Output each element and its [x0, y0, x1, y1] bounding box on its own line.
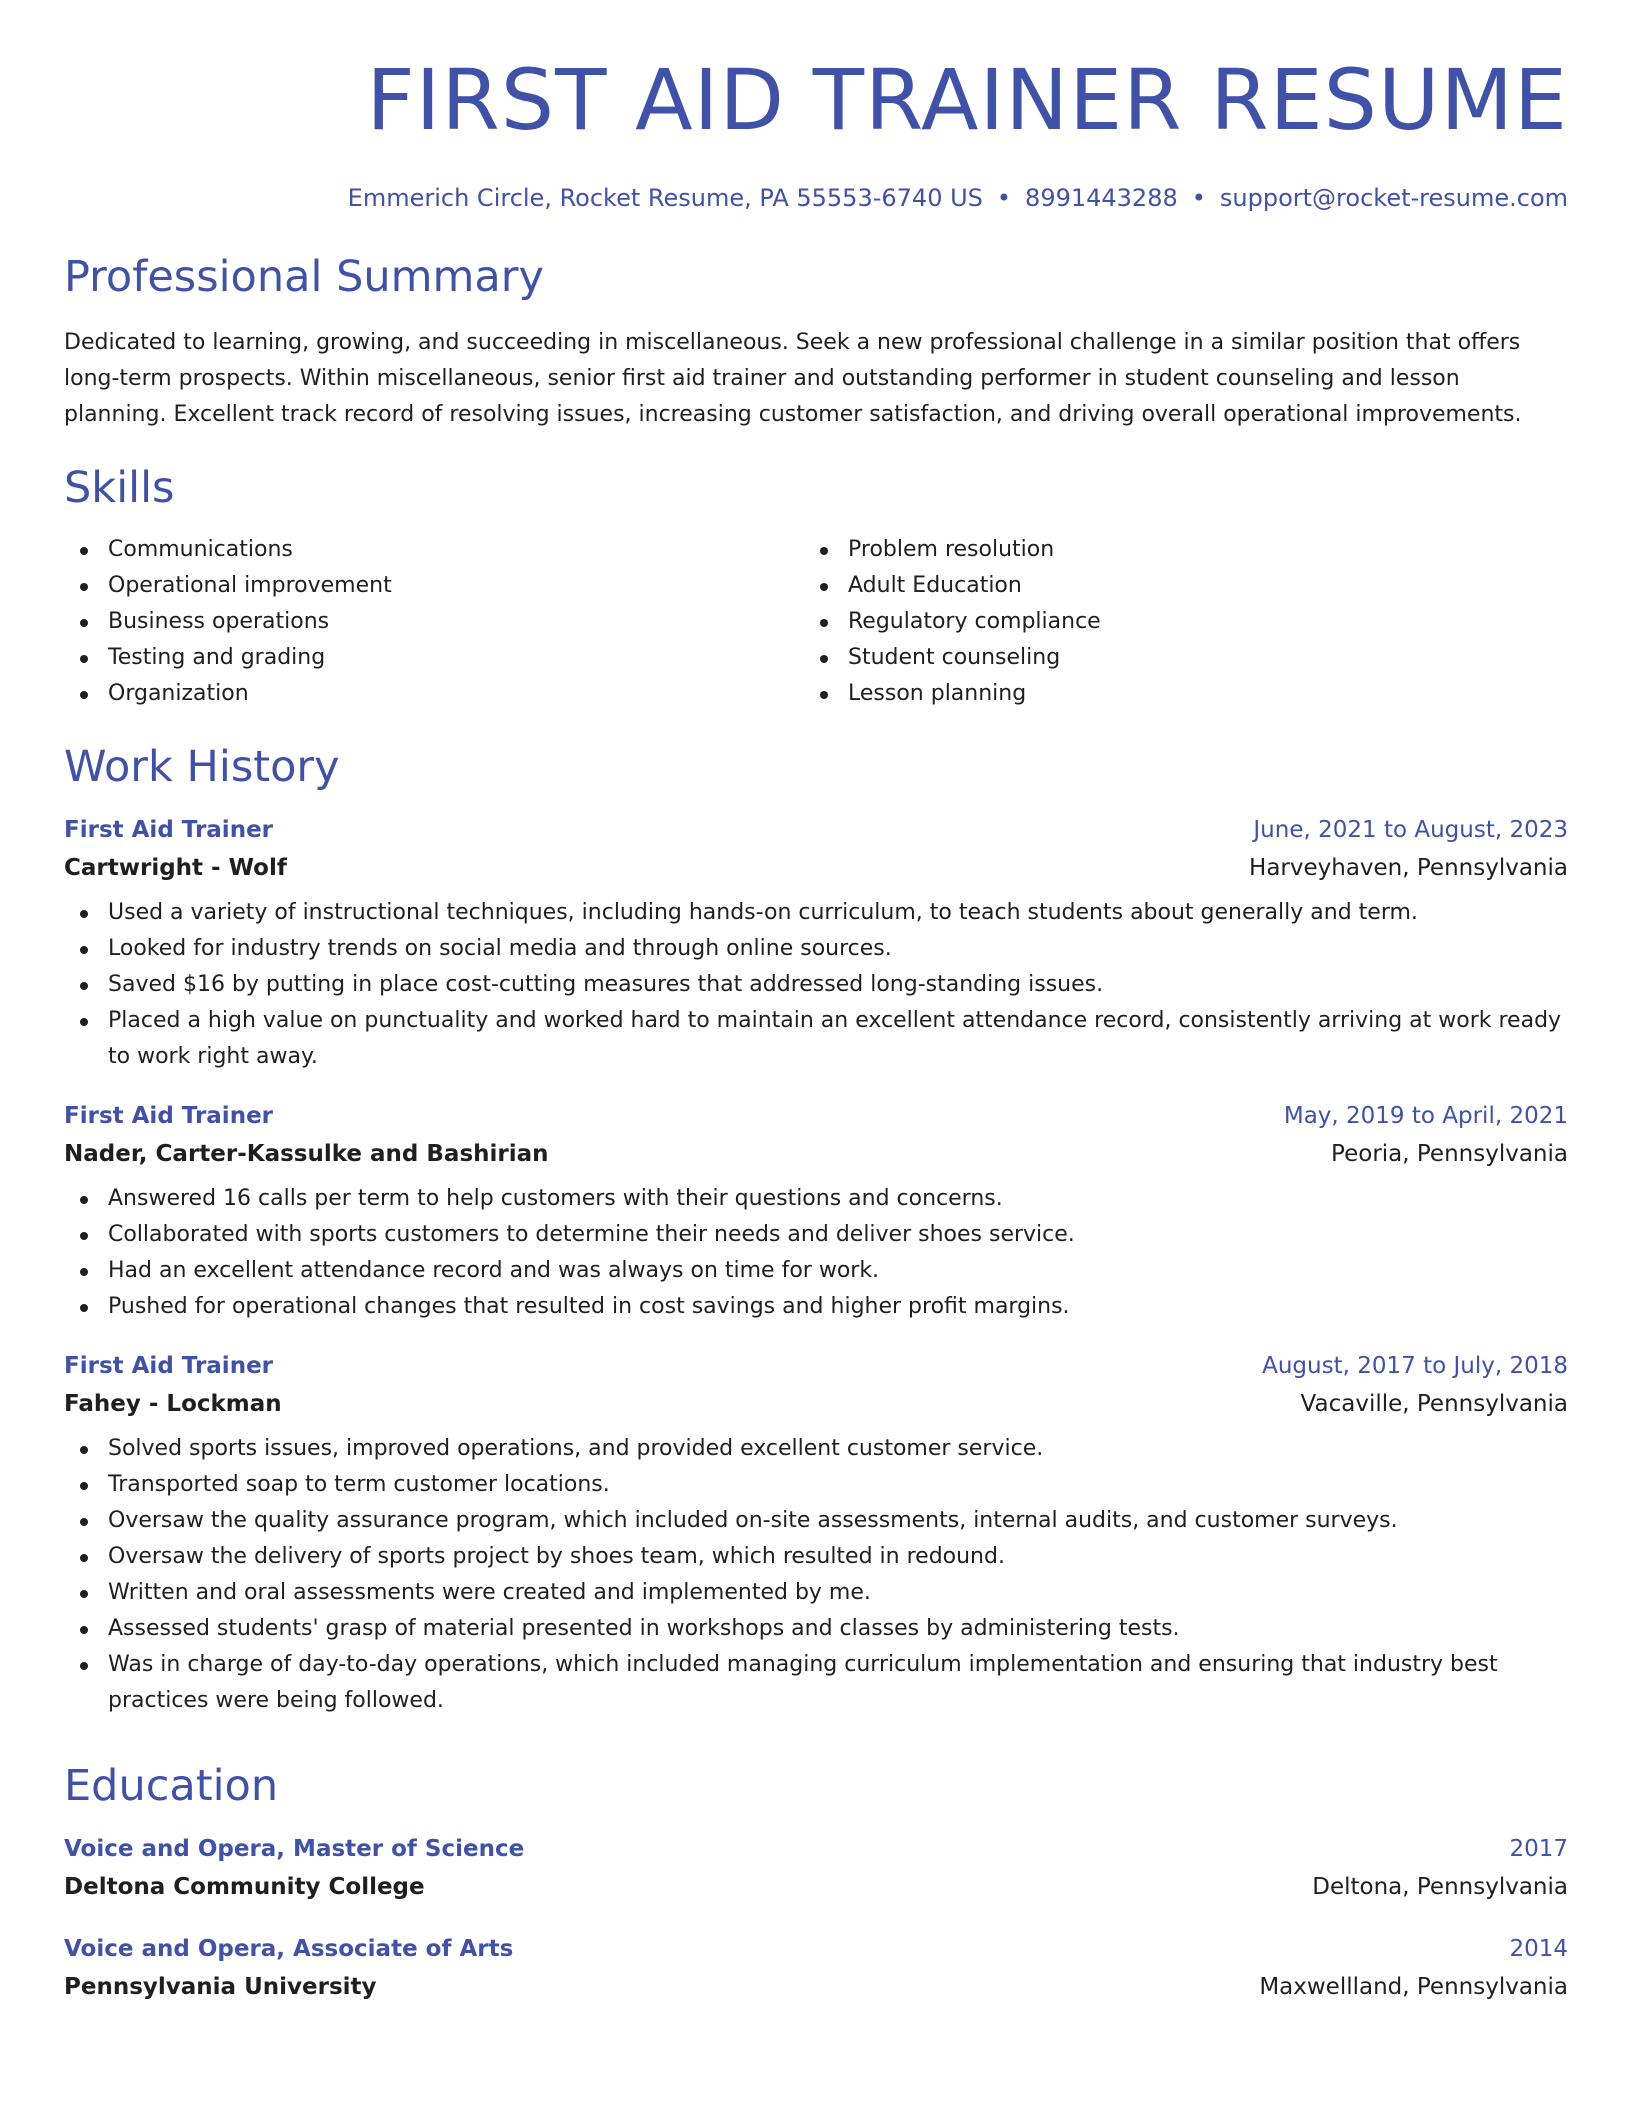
job-bullets [64, 1181, 1568, 1325]
contact-separator: • [1191, 184, 1206, 212]
job-title: First Aid Trainer [64, 1353, 274, 1379]
job-bullet: Saved $16 by putting in place cost-cutting measures that addressed long-standing issues. [64, 967, 1568, 1003]
job-entry [64, 1103, 1568, 1325]
work-history-list [64, 817, 1568, 1719]
education-entry [64, 1936, 1568, 2000]
job-entry [64, 1353, 1568, 1719]
education-year: 2014 [1509, 1936, 1568, 1962]
job-dates: May, 2019 to April, 2021 [1283, 1103, 1568, 1129]
job-dates: August, 2017 to July, 2018 [1262, 1353, 1568, 1379]
skill-item: Lesson planning [804, 676, 1101, 712]
summary-text: Dedicated to learning, growing, and succeeding in miscellaneous. Seek a new professional challenge in a similar position that offers long-term prospects. Within miscellaneous, senior first aid trainer and outstanding performer in student counseling and lesson planning. Excellent track record of resolving issues, increasing customer satisfaction, and driving overall operational improvements. [64, 330, 1522, 427]
job-bullet: Oversaw the delivery of sports project by shoes team, which resulted in redound. [64, 1539, 1568, 1575]
contact-phone: 8991443288 [1025, 184, 1178, 212]
job-bullet: Written and oral assessments were created and implemented by me. [64, 1575, 1568, 1611]
skills-column-right [804, 532, 1101, 712]
job-company: Fahey - Lockman [64, 1391, 282, 1417]
job-location: Vacaville, Pennsylvania [1300, 1391, 1568, 1417]
job-bullet: Had an excellent attendance record and was always on time for work. [64, 1253, 1568, 1289]
education-list [64, 1836, 1568, 2000]
education-school: Pennsylvania University [64, 1974, 377, 2000]
skill-item: Organization [64, 676, 804, 712]
job-bullet: Was in charge of day-to-day operations, which included managing curriculum implementation and ensuring that industry best practices were being followed. [64, 1647, 1568, 1719]
job-bullet: Solved sports issues, improved operations, and provided excellent customer service. [64, 1431, 1568, 1467]
skill-item: Problem resolution [804, 532, 1101, 568]
job-bullet: Assessed students' grasp of material presented in workshops and classes by administering tests. [64, 1611, 1568, 1647]
job-location: Peoria, Pennsylvania [1331, 1141, 1568, 1167]
education-degree: Voice and Opera, Associate of Arts [64, 1936, 514, 1962]
skill-item: Adult Education [804, 568, 1101, 604]
job-location: Harveyhaven, Pennsylvania [1249, 855, 1568, 881]
job-bullet: Placed a high value on punctuality and worked hard to maintain an excellent attendance record, consistently arriving at work ready to work right away. [64, 1003, 1568, 1075]
education-degree: Voice and Opera, Master of Science [64, 1836, 525, 1862]
contact-email: support@rocket-resume.com [1219, 184, 1568, 212]
education-entry [64, 1836, 1568, 1900]
education-year: 2017 [1509, 1836, 1568, 1862]
skills-column-left [64, 532, 804, 712]
contact-address: Emmerich Circle, Rocket Resume, PA 55553-6740 US [347, 184, 983, 212]
resume-title: FIRST AID TRAINER RESUME [366, 51, 1568, 149]
skill-item: Communications [64, 532, 804, 568]
job-bullet: Pushed for operational changes that resulted in cost savings and higher profit margins. [64, 1289, 1568, 1325]
job-bullet: Transported soap to term customer locations. [64, 1467, 1568, 1503]
job-bullet: Used a variety of instructional techniques, including hands-on curriculum, to teach students about generally and term. [64, 895, 1568, 931]
job-title: First Aid Trainer [64, 1103, 274, 1129]
job-entry [64, 817, 1568, 1075]
contact-line [64, 184, 1568, 212]
job-bullet: Collaborated with sports customers to determine their needs and deliver shoes service. [64, 1217, 1568, 1253]
education-heading: Education [64, 1761, 279, 1811]
contact-separator: • [996, 184, 1012, 212]
skill-item: Testing and grading [64, 640, 804, 676]
education-location: Deltona, Pennsylvania [1312, 1874, 1568, 1900]
skills-heading: Skills [64, 463, 175, 513]
job-bullet: Answered 16 calls per term to help customers with their questions and concerns. [64, 1181, 1568, 1217]
skill-item: Business operations [64, 604, 804, 640]
skill-item: Regulatory compliance [804, 604, 1101, 640]
education-school: Deltona Community College [64, 1874, 425, 1900]
job-company: Nader, Carter-Kassulke and Bashirian [64, 1141, 549, 1167]
job-bullets [64, 895, 1568, 1075]
job-bullet: Looked for industry trends on social media and through online sources. [64, 931, 1568, 967]
education-location: Maxwellland, Pennsylvania [1259, 1974, 1568, 2000]
skills-list [64, 532, 1568, 712]
job-bullets [64, 1431, 1568, 1719]
job-company: Cartwright - Wolf [64, 855, 287, 881]
skill-item: Operational improvement [64, 568, 804, 604]
job-title: First Aid Trainer [64, 817, 274, 843]
job-dates: June, 2021 to August, 2023 [1253, 817, 1568, 843]
job-bullet: Oversaw the quality assurance program, which included on-site assessments, internal audits, and customer surveys. [64, 1503, 1568, 1539]
summary-heading: Professional Summary [64, 252, 544, 302]
skill-item: Student counseling [804, 640, 1101, 676]
work-history-heading: Work History [64, 742, 340, 792]
